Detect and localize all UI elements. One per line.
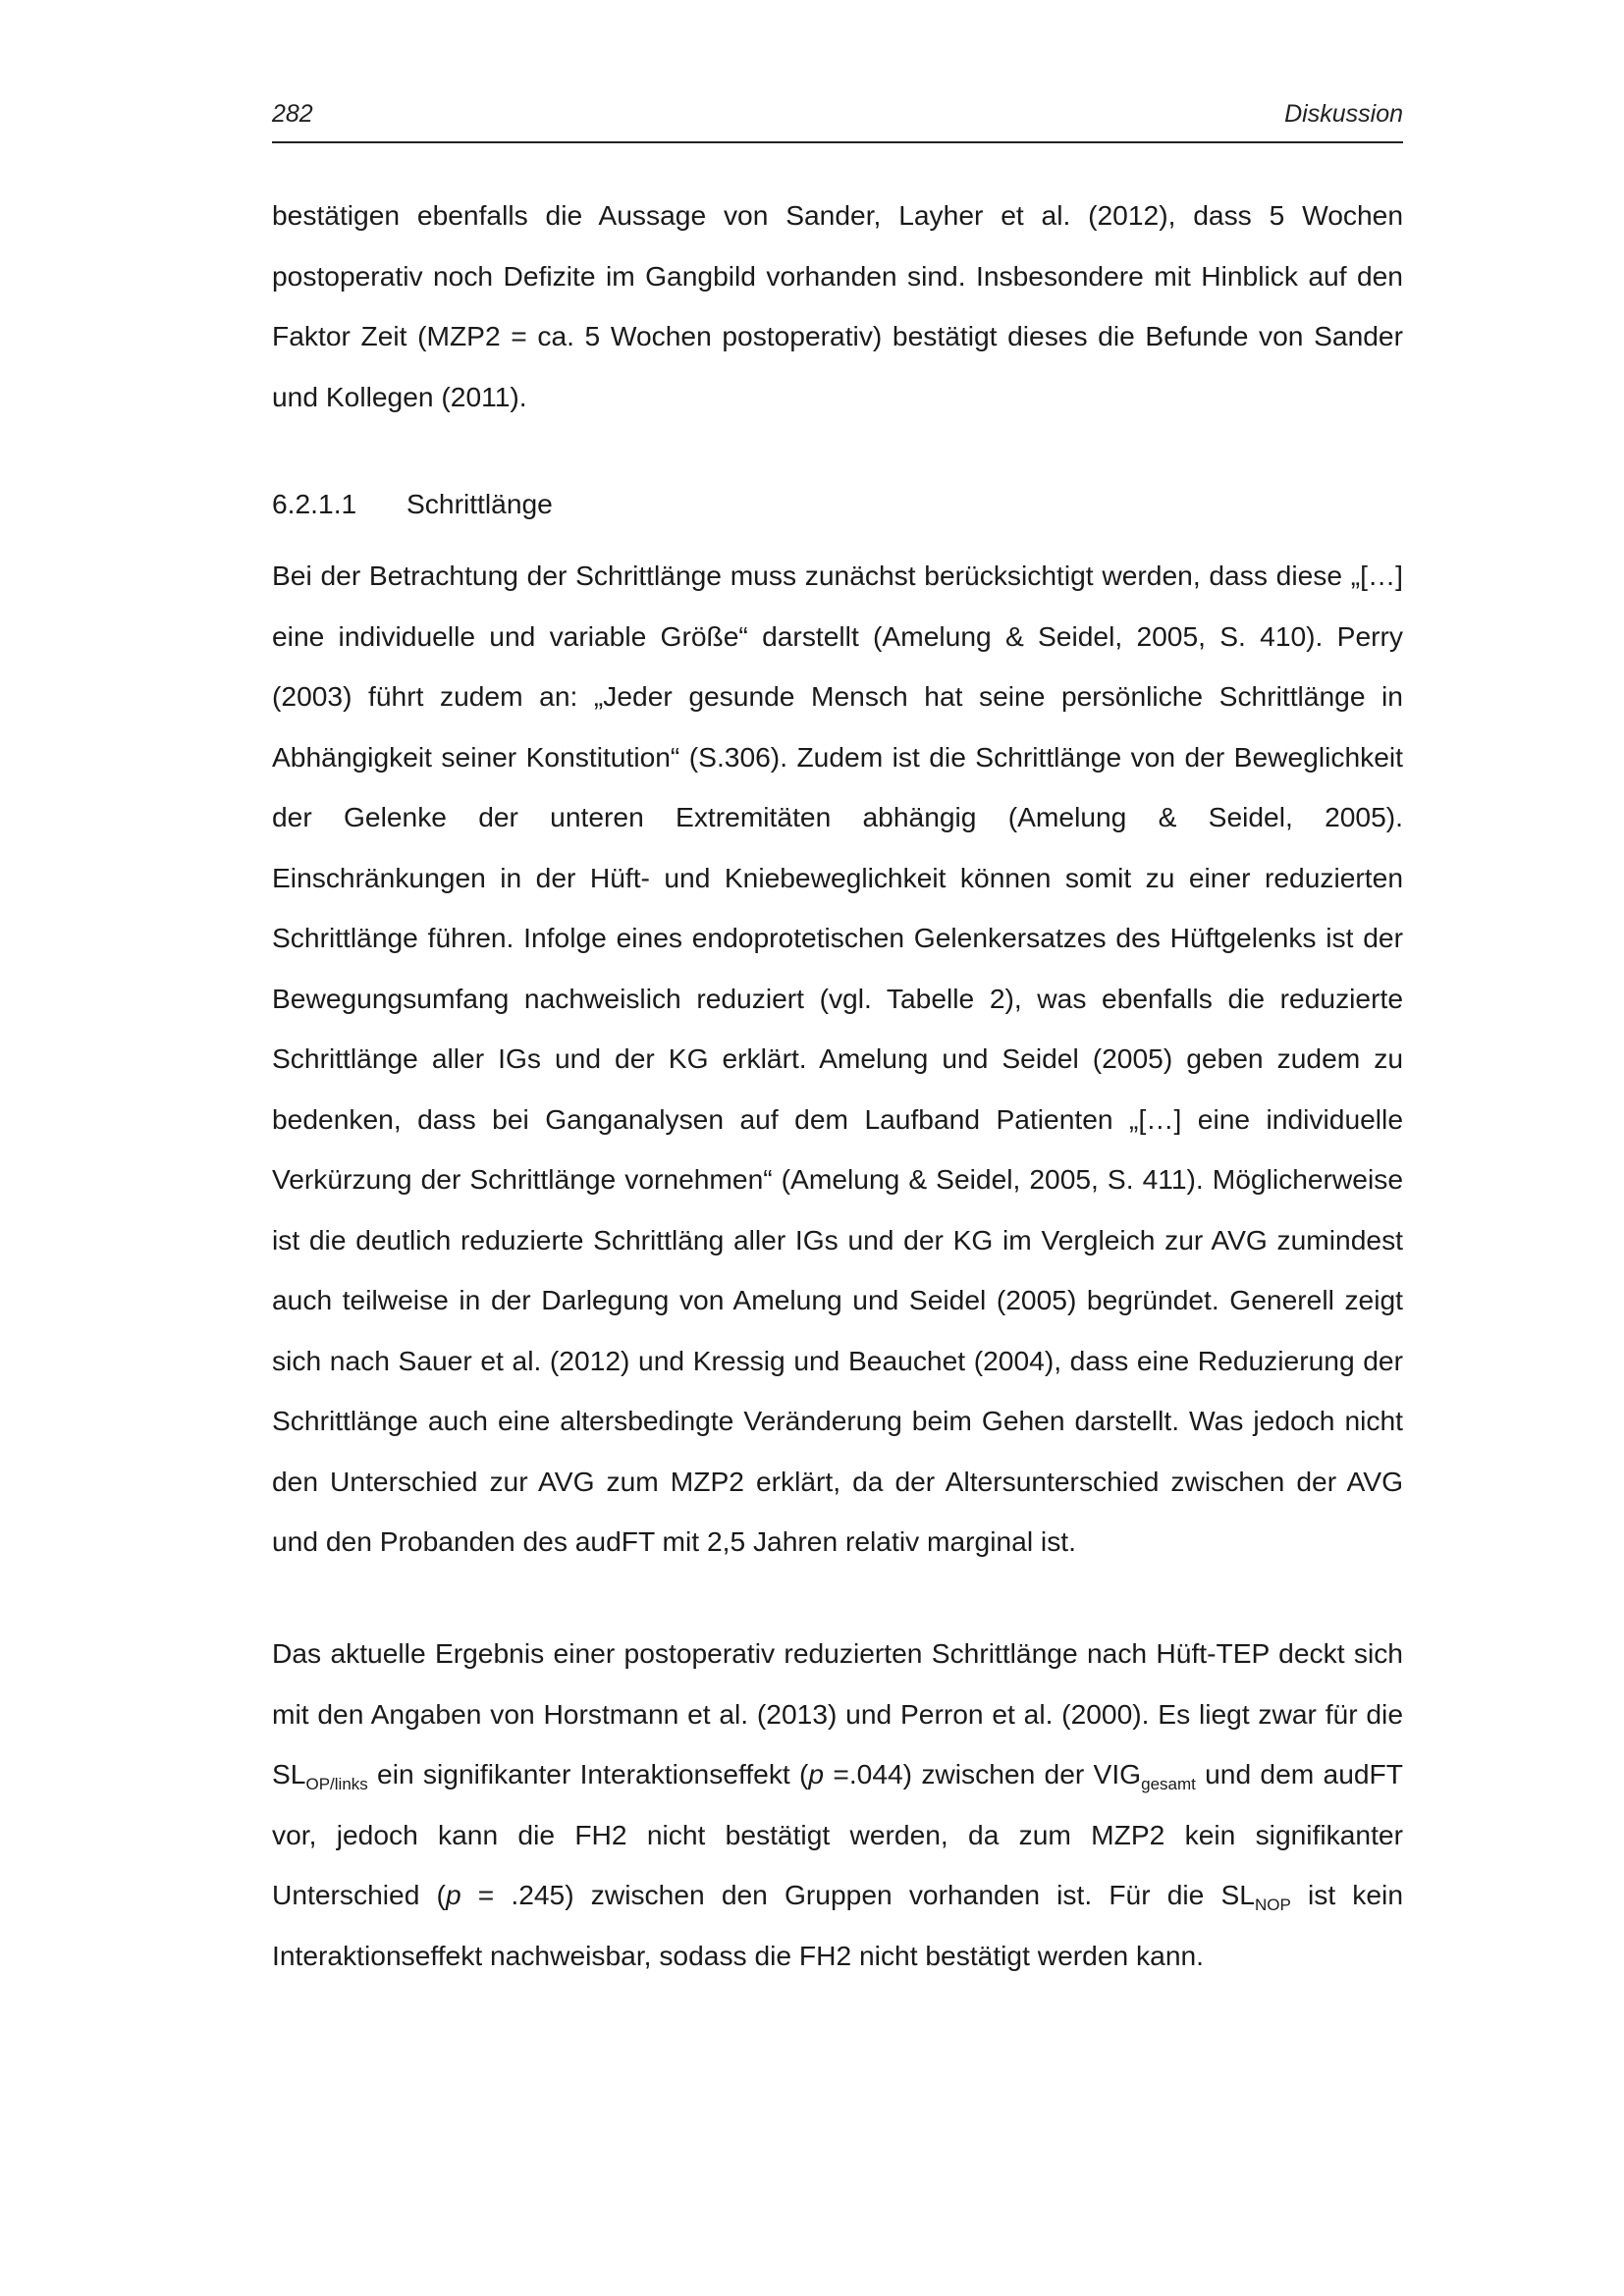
result-text-part: ein signifikanter Interaktionseffekt ( <box>367 1758 809 1789</box>
result-text-part: Das aktuelle Ergebnis einer postoperativ reduzierten Schrittlänge nach Hüft-TEP deckt sich mit den Angaben von Horstmann et al. (2013) und Perron et al. (2000). Es liegt zwar für die SL <box>272 1637 1403 1789</box>
subscript-nop: NOP <box>1254 1896 1291 1914</box>
intro-paragraph <box>272 186 1403 427</box>
main-text: Bei der Betrachtung der Schrittlänge muss zunächst berücksichtigt werden, dass diese „[…] eine individuelle und variable Größe“ darstellt (Amelung & Seidel, 2005, S. 410). Perry (2003) führt zudem an: „Jeder gesunde Mensch hat seine persönliche Schrittlänge in Abhängigkeit seiner Konstitution“ (S.306). Zudem ist die Schrittlänge von der Beweglichkeit der Gelenke der unteren Extremitäten abhängig (Amelung & Seidel, 2005). Einschränkungen in der Hüft- und Kniebeweglichkeit können somit zu einer reduzierten Schrittlänge führen. Infolge eines endoprotetischen Gelenkersatzes des Hüftgelenks ist der Bewegungsumfang nachweislich reduziert (vgl. Tabelle 2), was ebenfalls die reduzierte Schrittlänge aller IGs und der KG erklärt. Amelung und Seidel (2005) geben zudem zu bedenken, dass bei Ganganalysen auf dem Laufband Patienten „[…] eine individuelle Verkürzung der Schrittlänge vornehmen“ (Amelung & Seidel, 2005, S. 411). Möglicherweise ist die deutlich reduzierte Schrittläng aller IGs und der KG im Vergleich zur AVG zumindest auch teilweise in der Darlegung von Amelung und Seidel (2005) begründet. Generell zeigt sich nach Sauer et al. (2012) und Kressig und Beauchet (2004), dass eine Reduzierung der Schrittlänge auch eine altersbedingte Veränderung beim Gehen darstellt. Was jedoch nicht den Unterschied zur AVG zum MZP2 erklärt, da der Altersunterschied zwischen der AVG und den Probanden des audFT mit 2,5 Jahren relativ marginal ist. <box>272 560 1403 1557</box>
section-heading <box>272 474 553 533</box>
main-paragraph <box>272 546 1403 1573</box>
result-text-part: = .245) zwischen den Gruppen vorhanden ist. Für die SL <box>460 1879 1255 1910</box>
subscript-gesamt: gesamt <box>1141 1775 1196 1793</box>
subscript-op-links: OP/links <box>305 1775 368 1793</box>
result-text-part: und dem audFT vor, jedoch kann die FH2 nicht bestätigt werden, da zum MZP2 kein signifikanter Unterschied ( <box>272 1758 1403 1910</box>
result-text-part: ist kein Interaktionseffekt nachweisbar, sodass die FH2 nicht bestätigt werden kann. <box>272 1879 1404 1971</box>
result-text <box>272 1624 1403 1986</box>
running-title: Diskussion <box>1284 100 1403 128</box>
p-value-symbol: p <box>808 1758 825 1789</box>
result-text-part: =.044) zwischen der VIG <box>824 1758 1142 1789</box>
intro-text: bestätigen ebenfalls die Aussage von Sander, Layher et al. (2012), dass 5 Wochen postoperativ noch Defizite im Gangbild vorhanden sind. Insbesondere mit Hinblick auf den Faktor Zeit (MZP2 = ca. 5 Wochen postoperativ) bestätigt dieses die Befunde von Sander und Kollegen (2011). <box>272 199 1403 412</box>
section-title: Schrittlänge <box>406 488 553 519</box>
page-header <box>272 96 1403 143</box>
page-number: 282 <box>272 100 313 128</box>
result-paragraph <box>272 1624 1403 1986</box>
p-value-symbol: p <box>445 1879 461 1910</box>
section-number: 6.2.1.1 <box>272 488 357 519</box>
